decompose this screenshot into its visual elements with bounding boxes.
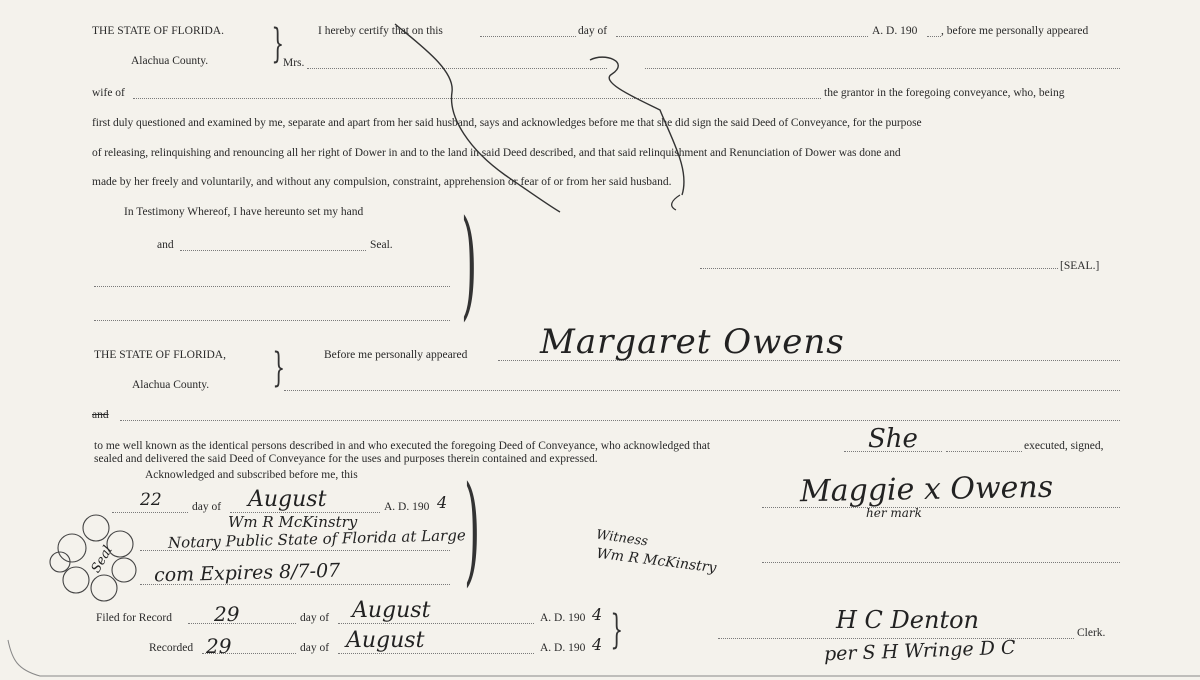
ack-ad-year-label: A. D. 190: [384, 501, 430, 513]
certify-text: I hereby certify that on this: [318, 25, 443, 37]
pronoun-handwriting: She: [868, 424, 918, 454]
filed-day-of-label: day of: [300, 612, 330, 624]
recorded-label: Recorded: [149, 642, 194, 654]
testimony-brace: ): [460, 194, 478, 332]
seal-bracket: [SEAL.]: [1060, 260, 1100, 272]
witness-name-handwriting: Wm R McKinstry: [595, 545, 718, 577]
commission-handwriting: com Expires 8/7-07: [153, 559, 341, 587]
notary-name-handwriting: Wm R McKinstry: [228, 513, 358, 531]
filed-label: Filed for Record: [96, 612, 173, 624]
recorded-year-digit-handwriting: 4: [592, 635, 603, 654]
seal-label: Seal.: [370, 239, 393, 251]
county-brace: }: [271, 21, 285, 67]
body-line-2: of releasing, relinquishing and renouncing all her right of Dower in and to the land in said Deed described, and that said relinquishment and Renunciation of Dower was done and: [92, 147, 901, 159]
recorded-month-handwriting: August: [346, 628, 425, 653]
ack-state-label: THE STATE OF FLORIDA,: [94, 349, 226, 361]
mark-label-handwriting: her mark: [866, 506, 922, 520]
appeared-name-handwriting: Margaret Owens: [540, 322, 845, 362]
notary-seal-text: Seal: [88, 543, 116, 576]
filed-year-digit-handwriting: 4: [592, 605, 603, 624]
filed-month-handwriting: August: [352, 598, 431, 623]
notary-title-handwriting: Notary Public State of Florida at Large: [167, 526, 466, 552]
known-text: to me well known as the identical persons described in and who executed the foregoing Deed of Conveyance, who acknowledged that: [94, 440, 711, 452]
filed-day-handwriting: 29: [214, 602, 240, 626]
clerk-name-handwriting: H C Denton: [836, 606, 980, 634]
and-label: and: [157, 239, 174, 251]
grantor-text: the grantor in the foregoing conveyance, who, being: [824, 87, 1065, 99]
ack-county-brace: }: [272, 345, 286, 391]
ack-brace: ): [463, 460, 481, 598]
day-of-label: day of: [578, 25, 608, 37]
clerk-label: Clerk.: [1077, 627, 1106, 639]
delivered-text: sealed and delivered the said Deed of Conveyance for the uses and purposes therein contained and expressed.: [94, 453, 598, 465]
recorded-day-handwriting: 29: [206, 634, 232, 658]
subscribed-text: Acknowledged and subscribed before me, this: [145, 469, 358, 481]
ad-year-label: A. D. 190: [872, 25, 918, 37]
filed-ad-year-label: A. D. 190: [540, 612, 586, 624]
deputy-name-handwriting: per S H Wringe D C: [823, 636, 1016, 666]
ack-year-digit-handwriting: 4: [437, 493, 448, 512]
state-label: THE STATE OF FLORIDA.: [92, 25, 224, 37]
recorded-ad-year-label: A. D. 190: [540, 642, 586, 654]
cross-out-stroke-2: [590, 57, 684, 195]
struck-and: and: [92, 409, 109, 421]
ack-day-handwriting: 22: [140, 490, 162, 510]
executed-text: executed, signed,: [1024, 440, 1104, 452]
record-brace: }: [610, 607, 624, 653]
witness-label-handwriting: Witness: [595, 527, 649, 550]
cross-out-tail: [672, 195, 680, 210]
page-edge: [8, 640, 1200, 676]
wife-of-label: wife of: [92, 87, 125, 99]
testimony-text: In Testimony Whereof, I have hereunto set my hand: [124, 206, 364, 218]
ack-appeared-text: Before me personally appeared: [324, 349, 468, 361]
ack-day-of-label: day of: [192, 501, 222, 513]
mrs-label: Mrs.: [283, 57, 305, 69]
body-line-1: first duly questioned and examined by me, separate and apart from her said husband, says and acknowledges before me that she did sign the said Deed of Conveyance, for the purpose: [92, 117, 922, 129]
county-label: Alachua County.: [131, 55, 209, 67]
appeared-text: , before me personally appeared: [941, 25, 1089, 37]
body-line-3: made by her freely and voluntarily, and without any compulsion, constraint, apprehension or fear of or from her said husband.: [92, 176, 672, 188]
recorded-day-of-label: day of: [300, 642, 330, 654]
ack-county-label: Alachua County.: [132, 379, 210, 391]
cross-out-stroke-1: [395, 24, 560, 212]
grantor-signature-handwriting: Maggie x Owens: [799, 469, 1054, 510]
ack-month-handwriting: August: [248, 487, 327, 512]
